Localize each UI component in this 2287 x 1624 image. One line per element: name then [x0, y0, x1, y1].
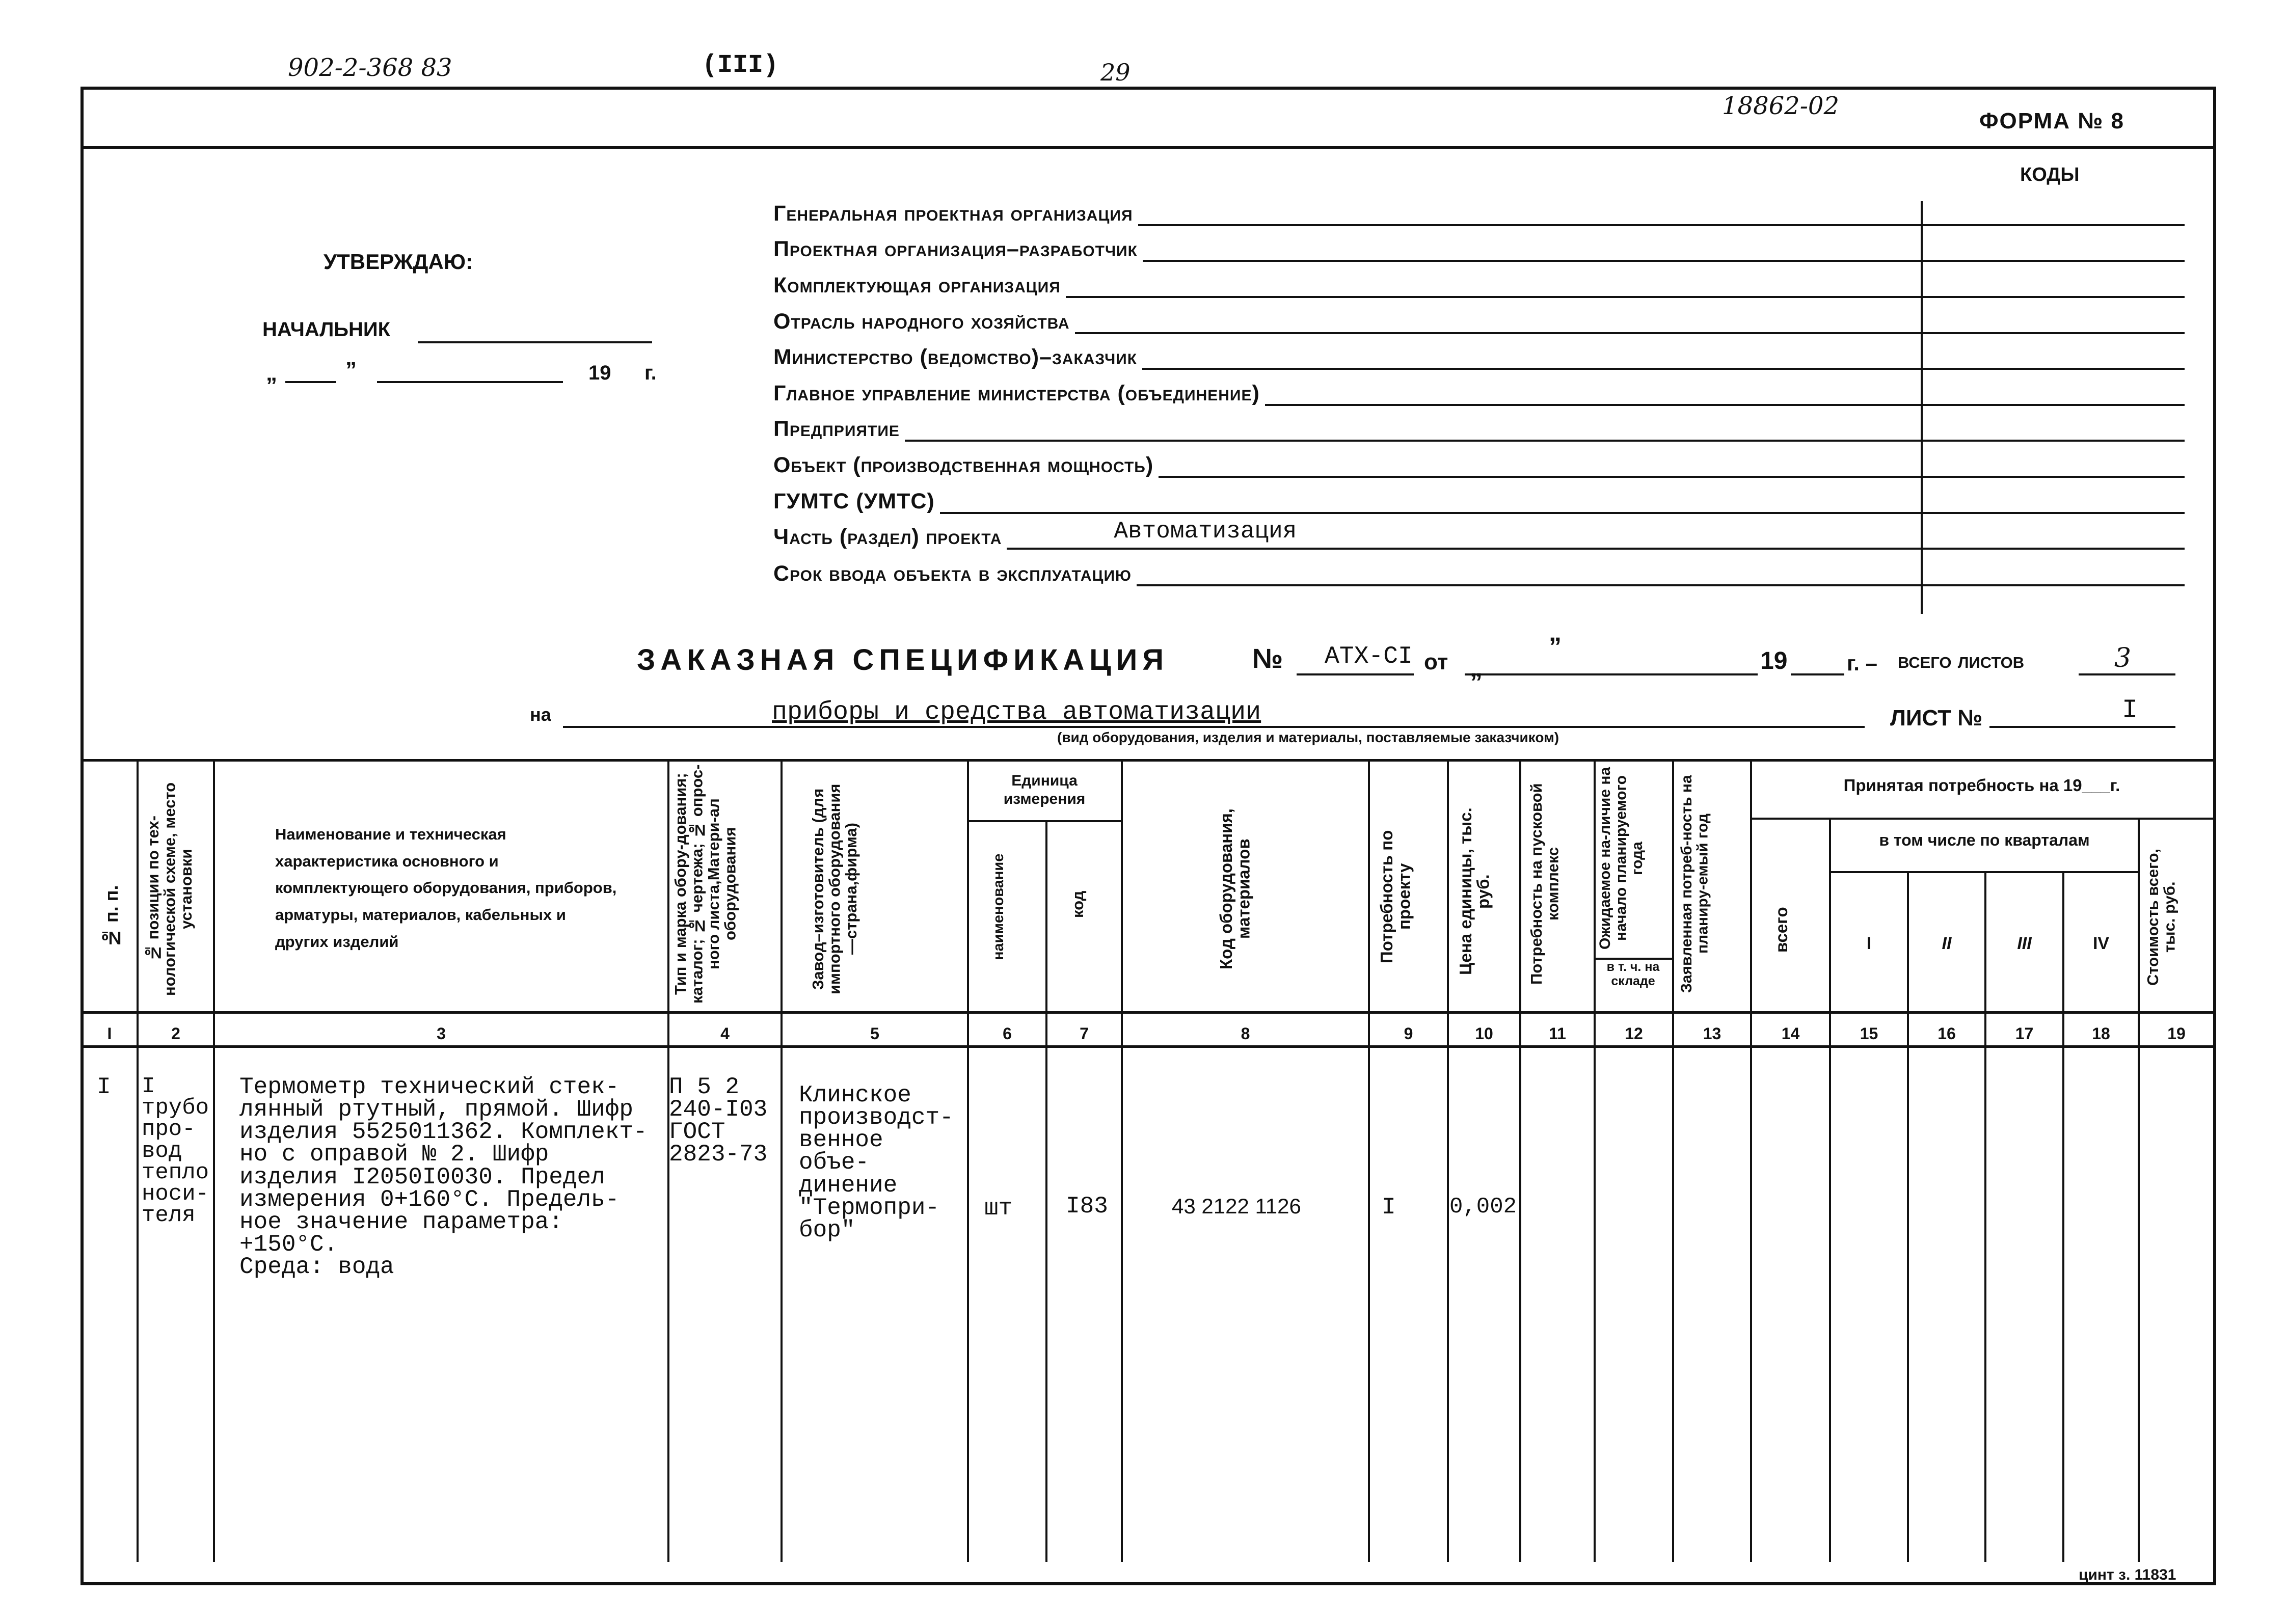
col-number: I — [107, 1024, 112, 1043]
header-c1: № п. п. — [101, 885, 122, 949]
footer-stamp: цинт з. 11831 — [2079, 1566, 2176, 1583]
col-divider — [137, 759, 139, 1562]
col-number: 15 — [1860, 1024, 1878, 1043]
col-divider — [2062, 871, 2064, 1562]
spec-number-label: № — [1252, 643, 1283, 674]
header-c13: Заявленная потреб-ность на планиру-емый год — [1678, 775, 1711, 993]
col-number: 5 — [870, 1024, 879, 1043]
form-label: ФОРМА № 8 — [1979, 109, 2124, 133]
header-bottom-border — [80, 1011, 2213, 1014]
spec-on-label: на — [530, 704, 551, 725]
row-manufacturer: Клинское производст- венное объе- динение "Термопри- бор" — [799, 1082, 954, 1243]
header-c9: Потребность по проекту — [1377, 830, 1414, 963]
col-divider — [2138, 818, 2140, 1562]
col-divider — [1447, 759, 1449, 1562]
header-c3: Наименование и техническая характеристика основного и комплектующего оборудования, приборов, арматуры, материалов, кабельных и других изделий — [275, 825, 617, 951]
row-position: I трубо про- вод тепло носи- теля — [142, 1074, 209, 1229]
header-c10: Цена единицы, тыс. руб. — [1456, 807, 1493, 976]
col-divider — [1750, 759, 1752, 1562]
col-divider — [1045, 820, 1047, 1562]
project-code: 902-2-368 83 — [288, 53, 452, 82]
col-number: 9 — [1404, 1024, 1413, 1043]
row-price: 0,002 — [1449, 1194, 1517, 1220]
numbers-bottom-border — [80, 1045, 2213, 1048]
year-suffix: г. — [644, 362, 657, 384]
quarter-group-divider — [1829, 871, 2138, 873]
header-c15: I — [1866, 934, 1872, 953]
spec-subject: приборы и средства автоматизации — [772, 698, 1261, 727]
col-number: 10 — [1475, 1024, 1493, 1043]
header-unit-group: Единица измерения — [1003, 772, 1086, 807]
field-ministry: Министерство (ведомство)–заказчик — [773, 336, 2185, 370]
header-accepted-group: Принятая потребность на 19___г. — [1843, 776, 2120, 795]
year-prefix: 19 — [588, 362, 611, 384]
quote-close: ” — [345, 358, 357, 383]
header-c4: Тип и марка обору-дования; каталог; № чертежа; № опрос-ного листа,Матери-ал оборудования — [671, 764, 739, 1004]
col-divider — [1907, 871, 1909, 1562]
field-design-org: Проектная организация–разработчик — [773, 228, 2185, 262]
row-need: I — [1382, 1194, 1396, 1221]
col-number: 4 — [720, 1024, 730, 1043]
field-industry: Отрасль народного хозяйства — [773, 301, 2185, 334]
col-divider — [1594, 759, 1596, 1562]
spec-total-sheets: 3 — [2114, 643, 2132, 673]
header-divider — [80, 146, 2216, 149]
col-divider — [1829, 818, 1831, 1562]
col-number: 12 — [1625, 1024, 1643, 1043]
approve-title: УТВЕРЖДАЮ: — [324, 250, 473, 274]
col-number: 13 — [1703, 1024, 1721, 1043]
spec-sheet-line — [1989, 726, 2175, 728]
unit-group-divider — [967, 820, 1121, 822]
volume-mark: (III) — [702, 51, 779, 80]
spec-sheet-number: I — [2122, 695, 2138, 725]
col-divider — [967, 759, 969, 1562]
chief-label: НАЧАЛЬНИК — [262, 318, 391, 341]
header-c18: IV — [2092, 934, 2110, 953]
codes-label: КОДЫ — [2020, 164, 2080, 185]
col-number: 7 — [1080, 1024, 1089, 1043]
header-c12-sub: в т. ч. на складе — [1606, 960, 1660, 988]
header-c6: наименование — [990, 853, 1007, 960]
header-c17: III — [2017, 934, 2032, 953]
spec-year-suffix: г. – — [1847, 651, 1877, 675]
col-number: 14 — [1781, 1024, 1800, 1043]
col-number: 16 — [1938, 1024, 1956, 1043]
col-number: 19 — [2167, 1024, 2186, 1043]
col-divider — [213, 759, 215, 1562]
col-number: 8 — [1241, 1024, 1250, 1043]
spec-quote-2: ” — [1470, 668, 1483, 696]
row-type: П 5 2 240-I03 ГОСТ 2823-73 — [669, 1074, 768, 1168]
archive-number: 18862-02 — [1722, 92, 1839, 120]
col-divider — [1984, 871, 1986, 1562]
header-c5: Завод–изготовитель (для импортного оборудования —страна,фирма) — [809, 783, 860, 994]
spec-year-line — [1791, 673, 1844, 675]
table-top-border — [80, 759, 2213, 762]
header-c16: II — [1942, 934, 1952, 953]
approval-block — [255, 250, 672, 392]
spec-subject-note: (вид оборудования, изделия и материалы, поставляемые заказчиком) — [1057, 729, 1559, 745]
row-name: Термометр технический стек- лянный ртутный, прямой. Шифр изделия 5525011362. Комплект- но с оправой № 2. Шифр изделия I2050I0030. Предел измерения 0+160°С. Предель- ное значение параметра: +150°С. Среда: вода — [239, 1074, 648, 1281]
header-c2: № позиции по тех-нологической схеме, место установки — [144, 782, 196, 996]
spec-total-sheets-label: всего листов — [1898, 648, 2025, 673]
col-divider — [1121, 759, 1123, 1562]
spec-total-sheets-line — [2079, 673, 2175, 675]
chief-signature-line — [418, 341, 652, 343]
row-equipment-code: 43 2122 1126 — [1172, 1194, 1301, 1218]
spec-date-line — [1465, 673, 1758, 675]
col-divider — [1519, 759, 1521, 1562]
field-commissioning-date: Срок ввода объекта в эксплуатацию — [773, 553, 2185, 586]
page-number: 29 — [1100, 59, 1131, 86]
row-unit-code: I83 — [1066, 1193, 1108, 1220]
field-general-org: Генеральная проектная организация — [773, 193, 2185, 226]
col-number: 6 — [1003, 1024, 1012, 1043]
field-main-department: Главное управление министерства (объединение) — [773, 372, 2185, 406]
col-number: 17 — [2015, 1024, 2034, 1043]
spec-number: АТХ-CI — [1325, 643, 1413, 670]
field-supply-org: Комплектующая организация — [773, 264, 2185, 298]
col-number: 2 — [171, 1024, 180, 1043]
field-project-part: Часть (раздел) проекта Автоматизация — [773, 516, 2185, 550]
header-c11: Потребность на пусковой комплекс — [1527, 783, 1562, 985]
accepted-group-divider — [1750, 818, 2213, 820]
col-number: 3 — [437, 1024, 446, 1043]
month-line — [377, 381, 563, 383]
header-c7: код — [1069, 890, 1087, 918]
spec-sheet-label: ЛИСТ № — [1890, 706, 1983, 730]
day-line — [285, 381, 336, 383]
row-number: I — [97, 1074, 111, 1100]
spec-from-label: от — [1424, 649, 1448, 674]
field-enterprise: Предприятие — [773, 408, 2185, 442]
col-number: 11 — [1549, 1024, 1566, 1043]
field-gumts: ГУМТС (УМТС) — [773, 480, 2185, 514]
spec-quote-1: ” — [1549, 632, 1562, 661]
header-c8: Код оборудования, материалов — [1217, 808, 1253, 969]
col-divider — [1368, 759, 1370, 1562]
header-c19: Стоимость всего, тыс. руб. — [2144, 848, 2178, 986]
col-number: 18 — [2092, 1024, 2110, 1043]
row-unit-name: шт — [984, 1195, 1013, 1222]
spec-year-prefix: 19 — [1760, 647, 1788, 674]
quote-open: „ — [266, 361, 277, 386]
header-c14: всего — [1772, 907, 1791, 953]
col-divider — [1672, 759, 1674, 1562]
spec-number-line — [1297, 673, 1414, 675]
field-object: Объект (производственная мощность) — [773, 444, 2185, 478]
spec-title: ЗАКАЗНАЯ СПЕЦИФИКАЦИЯ — [637, 643, 1169, 676]
header-c12: Ожидаемое на-личие на начало планируемого года — [1597, 767, 1646, 950]
header-quarter-group: в том числе по кварталам — [1879, 831, 2090, 849]
